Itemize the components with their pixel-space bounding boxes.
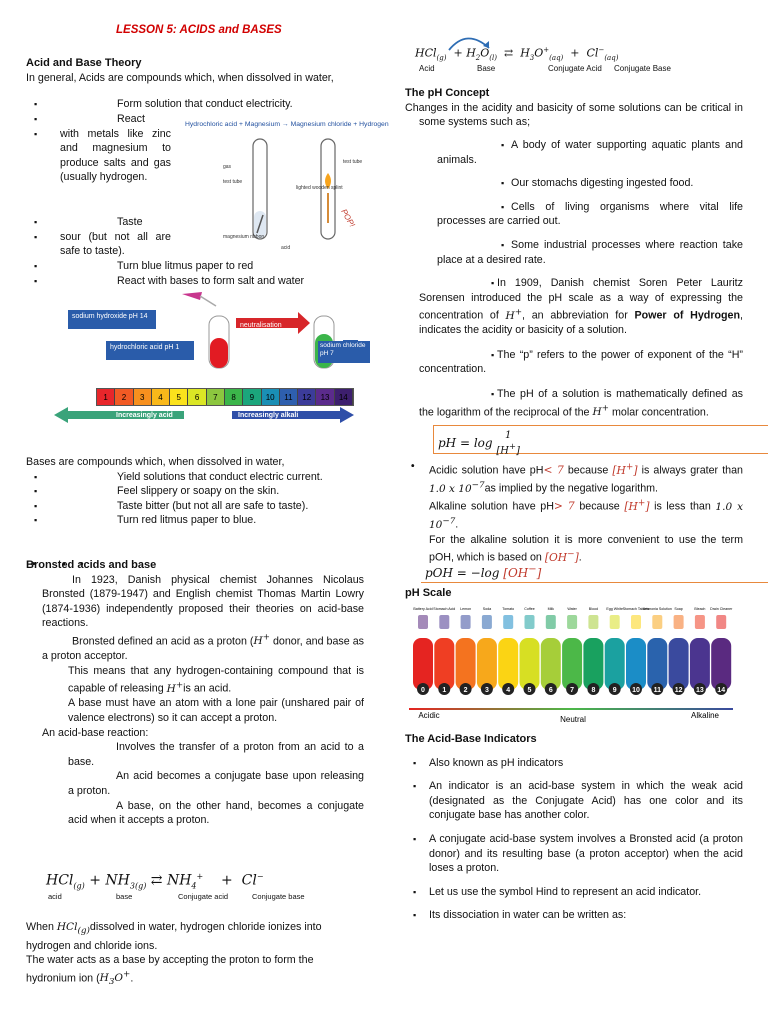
acidic-item: • Acidic solution have pH< 7 because [H+] is always grater than 1.0 x $10^{-7}as$ implied by the negative logarithm.: [405, 460, 743, 496]
scale-item-label: Milk: [547, 607, 554, 611]
substance-icon: [439, 615, 449, 629]
list-item: ▪ Our stomachs digesting ingested food.: [419, 176, 743, 191]
list-item: ▪ Cells of living organisms where vital life processes are carried out.: [419, 200, 743, 229]
substance-icon: [461, 615, 471, 629]
fig-label: test tube: [343, 159, 363, 165]
bronsted-heading: Bronsted acids and base: [26, 559, 157, 571]
list-item: ▪ Taste bitter (but not all are safe to taste).: [26, 499, 364, 514]
ph-cell: 1: [97, 389, 115, 405]
pipette-icon: [182, 292, 202, 300]
ph-number: 9: [612, 687, 617, 694]
scale-item-label: Tomato: [502, 607, 515, 611]
eq-label-conj-base: Conjugate Base: [614, 64, 671, 73]
list-item: ▪ Turn blue litmus paper to red: [26, 259, 364, 274]
h-plus-symbol: H+: [166, 680, 184, 695]
substance-icon: [418, 615, 428, 629]
acid-props-list-2: [26, 112, 171, 185]
ph-number: 4: [506, 687, 511, 694]
substance-icon: [546, 615, 556, 629]
ph-facts-list: [405, 276, 743, 420]
ph-scale-heading: pH Scale: [405, 587, 452, 599]
text: donor, and base as a proton acceptor.: [42, 635, 364, 663]
list-item: ▪ Turn red litmus paper to blue.: [26, 513, 364, 528]
eq-label-base: base: [116, 892, 133, 901]
nacl-label: sodium chloride pH 7: [318, 341, 370, 363]
ph-number: 1: [442, 687, 447, 694]
ph-cell: 11: [280, 389, 298, 405]
substance-icon: [482, 615, 492, 629]
ph-cell: 14: [335, 389, 353, 405]
eq-label-conj-acid: Conjugate acid: [178, 892, 229, 901]
increasingly-acid-label: Increasingly acid: [116, 412, 173, 419]
ph-number: 14: [717, 687, 726, 694]
ph-cell: 12: [298, 389, 316, 405]
list-item: ▪ Some industrial processes where reaction take place at a desired rate.: [419, 238, 743, 267]
eq-label-conj-base: Conjugate base: [252, 892, 305, 901]
scale-item-label: Water: [567, 607, 577, 611]
list-item: ▪ React with bases to form salt and water: [26, 274, 364, 289]
substance-icon: [610, 615, 620, 629]
list-item: ▪ React: [26, 112, 171, 127]
ph-tube: [434, 638, 454, 690]
p-refers-item: ▪ The “p” refers to the power of exponent of the “H” concentration.: [405, 348, 743, 377]
ph-tube: [498, 638, 518, 690]
text: is always grater than: [637, 464, 744, 477]
pop-label: POP!: [339, 207, 357, 229]
neutralisation-label: neutralisation: [240, 322, 282, 329]
h-plus-symbol: H+: [505, 307, 523, 322]
substance-icon: [716, 615, 726, 629]
sorensen-item: [405, 276, 743, 338]
text: Acidic solution have pH: [429, 464, 544, 477]
ph-tube: [583, 638, 603, 690]
eq-label-acid: acid: [48, 892, 62, 901]
pipette-stem: [200, 296, 216, 306]
text: Bronsted defined an acid as a proton (: [72, 635, 254, 648]
reaction-list: [26, 726, 364, 741]
ph-tube: [647, 638, 667, 690]
systems-list: [419, 138, 743, 267]
substance-icon: [674, 615, 684, 629]
ph-cell: 6: [188, 389, 206, 405]
scale-item-label: Stomach Acid: [433, 607, 456, 611]
bronsted-sublist: [26, 664, 364, 726]
ph-scale-figure: [405, 603, 755, 725]
list-item: ▪ Taste: [26, 215, 171, 230]
substance-icon: [588, 615, 598, 629]
bronsted-item-1: • In 1923, Danish physical chemist Johannes Nicolaus Bronsted (1879-1947) and English chemist Thomas Martin Lowry (1874-1936) independently proposed their theories on acid-base reactions.: [26, 573, 364, 631]
ph-cell: 5: [170, 389, 188, 405]
acid-props-list: [26, 97, 364, 112]
ph-tube: [605, 638, 625, 690]
list-item: ▪ Feel slippery or soapy on the skin.: [26, 484, 364, 499]
bases-intro: Bases are compounds which, when dissolved in water,: [26, 456, 285, 468]
ph-tube: [562, 638, 582, 690]
substance-icon: [695, 615, 705, 629]
acid-props-list-4: [26, 259, 364, 288]
list-item: ▪ An indicator is an acid-base system in which the weak acid (designated as the Conjugate Acid) has one color and its conjugate base has another color.: [405, 779, 743, 823]
theory-heading: Acid and Base Theory: [26, 57, 142, 69]
ph-number: 0: [421, 687, 425, 694]
ph-tube: [456, 638, 476, 690]
ph-number: 8: [591, 687, 596, 694]
ph-cell: 2: [115, 389, 133, 405]
scale-item-label: Bleach: [694, 607, 706, 611]
proton-transfer-arrow: [445, 30, 495, 52]
fig-label: test tube: [223, 179, 243, 185]
water-base-text: [26, 953, 364, 990]
increasingly-alkali-label: Increasingly alkali: [238, 412, 299, 419]
ph-arrows: [54, 406, 354, 424]
hydronium-symbol: $H_3O^+$: [99, 969, 131, 988]
eq-label-conj-acid: Conjugate Acid: [548, 64, 602, 73]
text: In 1909, Danish chemist Soren Peter Lauritz Sorensen introduced the pH scale as a way of expressing the concentration of: [419, 277, 743, 322]
substance-icon: [567, 615, 577, 629]
ph-cell: 9: [243, 389, 261, 405]
scale-item-label: Ammonia Solution: [642, 607, 672, 611]
red-liquid: [210, 338, 228, 368]
ph-cell: 7: [207, 389, 225, 405]
figure-caption: Hydrochloric acid + Magnesium → Magnesium chloride + Hydrogen: [185, 121, 389, 128]
list-item: ▪ A conjugate acid-base system involves a Bronsted acid (a proton donor) and its resulting base (a proton acceptor) when the acid loses a proton.: [405, 832, 743, 876]
ph-tube: [711, 638, 731, 690]
ph-tube: [477, 638, 497, 690]
magnesium-acid-figure: [183, 115, 408, 260]
scale-item-label: Blood: [588, 607, 599, 611]
reaction-item: • An acid becomes a conjugate base upon releasing a proton.: [56, 769, 364, 798]
scale-item-label: Drain Cleaner: [710, 607, 733, 611]
neutral-label: Neutral: [560, 715, 586, 724]
ph-def-item: [405, 387, 743, 420]
fig-label: magnesium ribbon: [223, 234, 265, 240]
fig-label: gas: [223, 164, 232, 170]
text: is less than: [649, 500, 716, 513]
scale-item-label: Lemon: [460, 607, 472, 611]
reaction-item: • A base, on the other hand, becomes a conjugate acid when it accepts a proton.: [56, 799, 364, 828]
ph-number: 2: [463, 687, 468, 694]
text: because: [574, 500, 625, 513]
scale-item-label: Coffee: [524, 607, 535, 611]
hcl-h2o-equation: $HCl_{(g)} + H_2O_{(l)}$ ⇄ $H_3O^+_{(aq)} + Cl^-_{(aq)}$: [415, 46, 619, 62]
bold-text: Power of Hydrogen: [634, 309, 741, 322]
h-plus-symbol: H+: [253, 632, 270, 648]
neutralisation-figure: [68, 288, 358, 376]
ph-tube: [520, 638, 540, 690]
when-hcl-text: [26, 920, 364, 953]
ph-number: 5: [527, 687, 532, 694]
substance-icon: [525, 615, 535, 629]
text: For the alkaline solution it is more convenient to use the term pOH, which is based on: [429, 533, 743, 564]
ph-tube: [626, 638, 646, 690]
reaction-item: • Involves the transfer of a proton from an acid to a base.: [56, 740, 364, 769]
ph-concept-heading: The pH Concept: [405, 87, 490, 99]
reaction-heading: • An acid-base reaction:: [26, 726, 364, 741]
text: is an acid.: [183, 682, 232, 695]
reaction-sublist: [26, 740, 364, 828]
text: The water acts as a base by accepting the proton to form the hydronium ion (: [26, 954, 314, 985]
eq-label-base: Base: [477, 64, 496, 73]
ph-cell: 4: [152, 389, 170, 405]
ph-tube: [541, 638, 561, 690]
ph-cell: 8: [225, 389, 243, 405]
base-props-list: [26, 470, 364, 528]
scale-item-label: Stomach Tablets: [622, 607, 650, 611]
list-item: ▪ Also known as pH indicators: [405, 756, 743, 771]
fig-label: lighted wooden splint: [296, 185, 343, 191]
eq-label-acid: Acid: [419, 64, 435, 73]
substance-icon: [631, 615, 641, 629]
scale-item-label: Battery Acid: [413, 607, 433, 611]
ph-formula: pH = log 1 [H+]: [438, 430, 520, 457]
text: The pH of a solution is mathematically defined as the logarithm of the reciprocal of the: [419, 388, 743, 419]
text: This means that any hydrogen-containing compound that is capable of releasing: [68, 664, 364, 695]
list-item: ▪ Its dissociation in water can be written as:: [405, 908, 743, 923]
substance-icon: [503, 615, 513, 629]
ph-number: 13: [696, 687, 704, 694]
poh-formula: pOH = −log [OH−]: [425, 564, 542, 580]
ph-formula-box: [433, 425, 768, 457]
ph-number: 12: [674, 687, 683, 694]
scale-gradient-line: [409, 708, 733, 710]
text: When: [26, 921, 57, 933]
acid-alkaline-list: [405, 460, 743, 565]
text: dissolved in water, hydrogen chloride ionizes into hydrogen and chloride ions.: [26, 921, 322, 952]
ph-color-bar: [96, 388, 354, 406]
acid-props-list-3: [26, 215, 171, 259]
bronsted-sub-2: • A base must have an atom with a lone pair (unshared pair of valence electrons) so it can accept a proton.: [56, 696, 364, 725]
fig-label: acid: [281, 245, 291, 251]
acidic-label: Acidic: [418, 711, 440, 720]
list-item: ▪ Form solution that conduct electricity.: [26, 97, 364, 112]
alkaline-label: Alkaline: [690, 711, 720, 720]
ph-number: 7: [570, 687, 575, 694]
text: molar concentration.: [611, 406, 709, 419]
h-plus-symbol: H+: [592, 403, 609, 419]
ph-number: 6: [548, 687, 553, 694]
scale-item-label: Egg White: [606, 607, 623, 611]
bronsted-sub-1: [56, 664, 364, 697]
list-item-cont: ▪ with metals like zinc and magnesium to produce salts and gas (usually hydrogen.: [26, 127, 171, 185]
hcl-label: hydrochloric acid pH 1: [110, 344, 180, 351]
text: .: [130, 972, 134, 985]
substance-icon: [652, 615, 662, 629]
scale-item-label: Soda: [482, 607, 492, 611]
theory-intro: In general, Acids are compounds which, when dissolved in water,: [26, 71, 334, 84]
bronsted-list: [26, 573, 364, 664]
ph-cell: 3: [134, 389, 152, 405]
bronsted-item-2: [26, 631, 364, 664]
ph-tube: [669, 638, 689, 690]
hcl-nh3-equation: $HCl_{(g)} + NH_{3(g)}$ ⇄ $NH_4^+$ + Cl−: [46, 872, 264, 891]
text: as implied by the negative logarithm.: [484, 482, 659, 495]
list-item-cont: ▪ sour (but not all are safe to taste).: [26, 230, 171, 259]
ph-tube: [690, 638, 710, 690]
lesson-title: LESSON 5: ACIDS and BASES: [116, 24, 282, 36]
indicators-list: [405, 756, 743, 923]
list-text: Yield solutions that conduct electric current.: [117, 470, 323, 483]
text: , indicates the acidity or basicity of a solution.: [419, 309, 743, 337]
poh-item: • For the alkaline solution it is more convenient to use the term pOH, which is based on [OH−].: [405, 533, 743, 566]
ph-intro: Changes in the acidity and basicity of some solutions can be critical in some systems such as;: [405, 101, 743, 129]
scale-item-label: Soap: [674, 607, 683, 611]
ph-number: 3: [484, 687, 489, 694]
text: Alkaline solution have pH: [429, 500, 554, 513]
text: because: [563, 464, 613, 477]
ph-tube: [413, 638, 433, 690]
poh-formula-box: [421, 562, 768, 583]
hcl-symbol: HCl$_{(g)}$: [56, 921, 90, 937]
list-item: [26, 470, 364, 485]
list-item: ▪ Let us use the symbol Hind to represent an acid indicator.: [405, 885, 743, 900]
ph-cell: 10: [262, 389, 280, 405]
ph-number: 10: [632, 687, 640, 694]
alkaline-item: • Alkaline solution have pH> 7 because [H+] is less than 1.0 x $10^{-7}$.: [405, 496, 743, 532]
list-item: ▪ A body of water supporting aquatic plants and animals.: [419, 138, 743, 167]
indicators-heading: The Acid-Base Indicators: [405, 733, 537, 745]
text: , an abbreviation for: [522, 309, 635, 322]
ph-cell: 13: [316, 389, 334, 405]
ph-number: 11: [653, 687, 662, 694]
naoh-label: sodium hydroxide pH 14: [72, 313, 148, 320]
